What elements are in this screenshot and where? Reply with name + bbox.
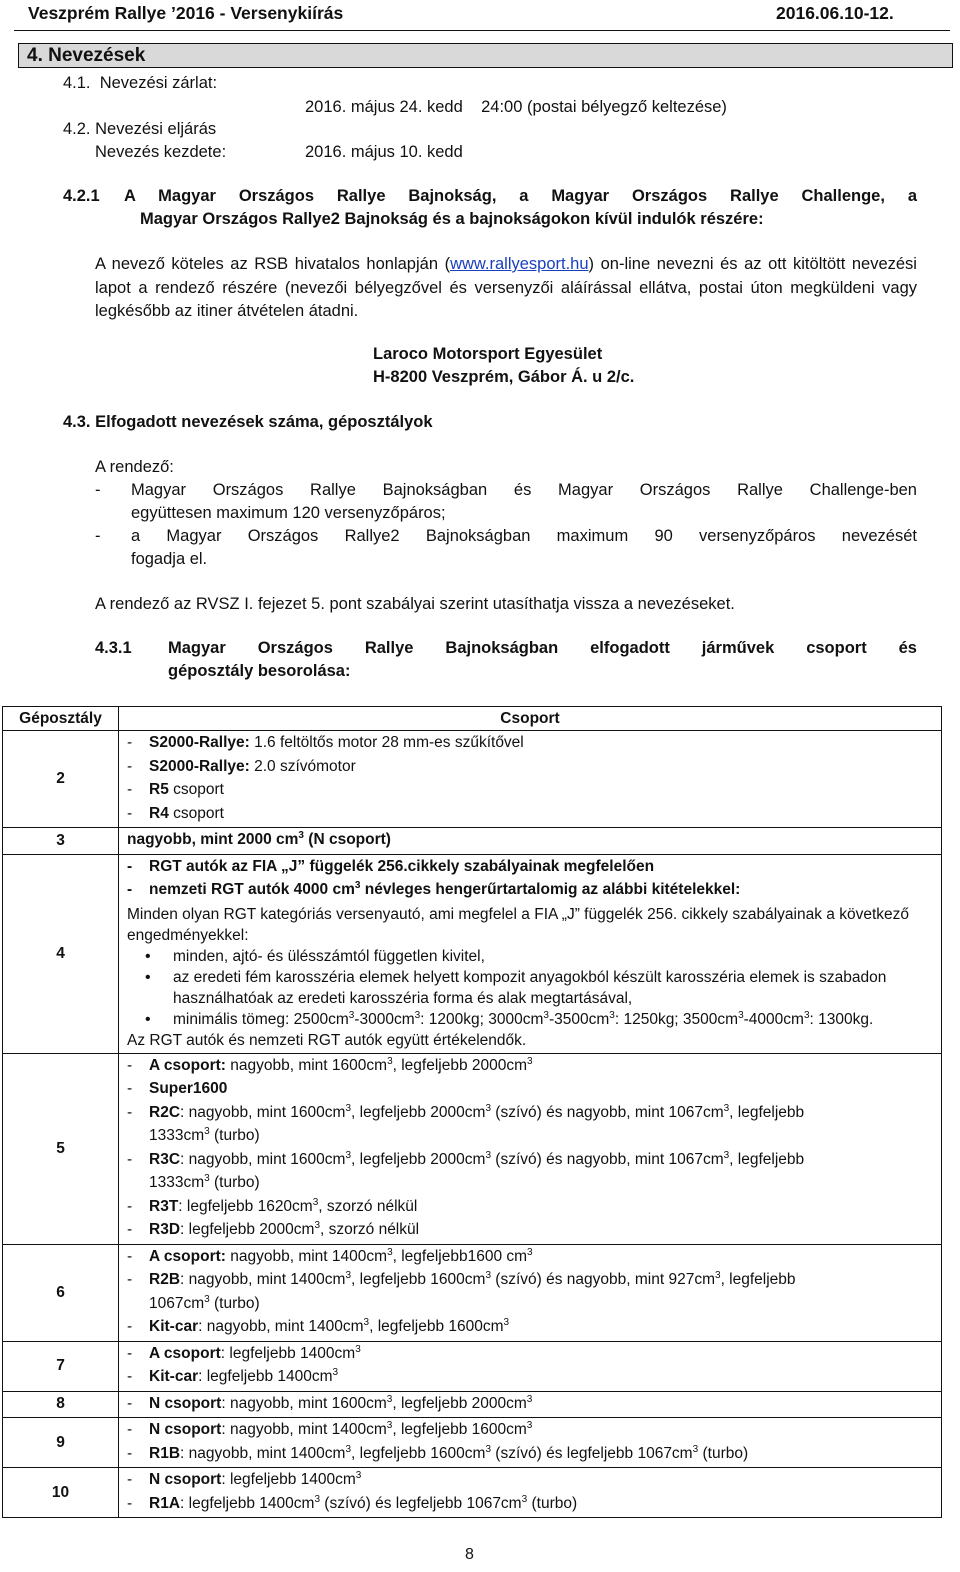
table-row — [3, 1053, 942, 1244]
s43-title: 4.3. Elfogadott nevezések száma, géposztályok — [63, 413, 433, 431]
group-cell: - RGT autók az FIA „J” függelék 256.cikkely szabályainak megfelelően - nemzeti RGT autók 4000 $cm^3$ névleges hengerűrtartalomig az alábbi kitételekkel: Minden olyan RGT kategóriás versenyautó, ami megfelel a FIA „J” függelék 256. cikkely szabályainak a következő engedményekkel: • minden, ajtó- és ülésszámtól független kivitel, • az eredeti fém karosszéria elemek helyett kompozit anyagokból készült karosszéria elemek is szabadon használhatóak az eredeti karosszéria forma és alak megtartásával, • minimális tömeg: $2500cm^3-3000cm^3$: 1200kg; $3000cm^3-3500cm^3$: 1250kg; $3500cm^3-4000cm^3$: 1300kg. Az RGT autók és nemzeti RGT autók együtt értékelendők. — [119, 854, 942, 1053]
class-group-table — [2, 706, 942, 1518]
header-title: Veszprém Rallye ’2016 - Versenykiírás — [28, 3, 344, 23]
page-number: 8 — [465, 1546, 474, 1563]
header-divider — [14, 30, 950, 31]
class-cell: 10 — [3, 1468, 119, 1518]
group-cell: - A csoport: nagyobb, mint $1600cm^3$, legfeljebb $2000cm^3$ - Super1600 - R2C: nagyobb, mint $1600cm^3$, legfeljebb $2000cm^3$ (szívó) és nagyobb, mint $1067cm^3$, legfeljebb $1333cm^3$ (turbo) - R3C: nagyobb, mint $1600cm^3$, legfeljebb $2000cm^3$ (szívó) és nagyobb, mint $1067cm^3$, legfeljebb $1333cm^3$ (turbo) - R3T: legfeljebb $1620cm^3$, szorzó nélkül - R3D: legfeljebb $2000cm^3$, szorzó nélkül — [119, 1053, 942, 1244]
s43-dash-2: - — [95, 527, 101, 545]
s43-item1-line2: együttesen maximum 120 versenyzőpáros; — [131, 504, 446, 522]
p421-title-line2: Magyar Országos Rallye2 Bajnokság és a bajnokságokon kívül indulók részére: — [140, 210, 764, 228]
table-row — [3, 854, 942, 1053]
closing-label: 4.1. Nevezési zárlat: — [63, 74, 218, 92]
rgt-intro: Minden olyan RGT kategóriás versenyautó, ami megfelel a FIA „J” függelék 256. cikkely szabályainak a következő engedményekkel: — [127, 905, 909, 944]
class-cell: 3 — [3, 828, 119, 855]
table-row — [3, 1468, 942, 1518]
s43-item2-line2: fogadja el. — [131, 550, 208, 568]
group-cell: - N csoport: legfeljebb $1400cm^3$ - R1A: legfeljebb $1400cm^3$ (szívó) és legfeljebb $1067cm^3$ (turbo) — [119, 1468, 942, 1518]
closing-value: 2016. május 24. kedd 24:00 (postai bélyegző keltezése) — [305, 98, 727, 116]
table-row — [3, 1418, 942, 1468]
class-cell: 2 — [3, 731, 119, 828]
section-title: 4. Nevezések — [27, 45, 146, 66]
bullet-item: • minden, ajtó- és ülésszámtól független kivitel, — [127, 946, 935, 967]
procedure-label: 4.2. Nevezési eljárás — [63, 120, 217, 138]
class-cell: 5 — [3, 1053, 119, 1244]
group-cell: - N csoport: nagyobb, mint $1400cm^3$, legfeljebb $1600cm^3$ - R1B: nagyobb, mint $1400cm^3$, legfeljebb $1600cm^3$ (szívó) és legfeljebb $1067cm^3$ (turbo) — [119, 1418, 942, 1468]
table-row — [3, 828, 942, 855]
start-label: Nevezés kezdete: — [95, 143, 227, 161]
section-heading-box — [18, 43, 953, 68]
p421-text-a: A nevező köteles az RSB hivatalos honlapján ( — [95, 255, 451, 273]
col-header-class: Géposztály — [3, 707, 119, 731]
s43-rsvz: A rendező az RVSZ I. fejezet 5. pont szabályai szerint utasíthatja vissza a nevezéseket. — [95, 595, 735, 613]
header-date: 2016.06.10-12. — [776, 3, 894, 23]
bullet-item: • az eredeti fém karosszéria elemek helyett kompozit anyagokból készült karosszéria elemek is szabadon használhatóak az eredeti karosszéria forma és alak megtartásával, — [127, 967, 935, 1009]
p421-body — [95, 253, 917, 324]
s43-item2-line1: a Magyar Országos Rallye2 Bajnokságban maximum 90 versenyzőpáros nevezését — [131, 527, 917, 545]
p421-number: 4.2.1 — [63, 187, 100, 205]
group-cell: - N csoport: nagyobb, mint $1600cm^3$, legfeljebb $2000cm^3$ — [119, 1391, 942, 1418]
start-value: 2016. május 10. kedd — [305, 143, 463, 161]
s431-title-line2: géposztály besorolása: — [168, 662, 351, 680]
table-row — [3, 1341, 942, 1391]
class-cell: 6 — [3, 1244, 119, 1341]
s43-dash-1: - — [95, 481, 101, 499]
group-cell: - A csoport: nagyobb, mint $1400cm^3$, legfeljebb1600 $cm^3$ - R2B: nagyobb, mint $1400cm^3$, legfeljebb $1600cm^3$ (szívó) és nagyobb, mint $927cm^3$, legfeljebb $1067cm^3$ (turbo) - Kit-car: nagyobb, mint $1400cm^3$, legfeljebb $1600cm^3$ — [119, 1244, 942, 1341]
org-address: H-8200 Veszprém, Gábor Á. u 2/c. — [373, 368, 635, 386]
class-cell: 8 — [3, 1391, 119, 1418]
p421-title-line1: A Magyar Országos Rallye Bajnokság, a Magyar Országos Rallye Challenge, a — [124, 187, 917, 205]
s431-title-line1: Magyar Országos Rallye Bajnokságban elfogadott járművek csoport és — [168, 639, 917, 657]
class-cell: 7 — [3, 1341, 119, 1391]
class-cell: 4 — [3, 854, 119, 1053]
rgt-note: Az RGT autók és nemzeti RGT autók együtt értékelendők. — [127, 1031, 527, 1049]
s43-item1-line1: Magyar Országos Rallye Bajnokságban és Magyar Országos Rallye Challenge-ben — [131, 481, 917, 499]
p421-text-b: ) on-line nevezni és az ott kitöltött nevezési lapot a rendező részére (nevezői bélyegzővel és versenyzői aláírással ellátva, postai úton megküldeni vagy legkésőbb az itiner átvételen átadni. — [95, 255, 917, 320]
table-header-row — [3, 707, 942, 731]
s431-number: 4.3.1 — [95, 639, 132, 657]
group-cell: - S2000-Rallye: 1.6 feltöltős motor 28 mm-es szűkítővel - S2000-Rallye: 2.0 szívómotor - R5 csoport - R4 csoport — [119, 731, 942, 828]
table-row — [3, 1244, 942, 1341]
group-cell: nagyobb, mint 2000 $cm^3$ (N csoport) — [119, 828, 942, 855]
table-row — [3, 1391, 942, 1418]
col-header-group: Csoport — [119, 707, 942, 731]
bullet-item: • minimális tömeg: $2500cm^3-3000cm^3$: 1200kg; $3000cm^3-3500cm^3$: 1250kg; $3500cm^3-4000cm^3$: 1300kg. — [127, 1009, 935, 1030]
rallyesport-link[interactable]: www.rallyesport.hu — [450, 255, 589, 273]
org-name: Laroco Motorsport Egyesület — [373, 345, 603, 363]
group-cell: - A csoport: legfeljebb $1400cm^3$ - Kit-car: legfeljebb $1400cm^3$ — [119, 1341, 942, 1391]
table-row — [3, 731, 942, 828]
s43-intro: A rendező: — [95, 458, 174, 476]
class-cell: 9 — [3, 1418, 119, 1468]
